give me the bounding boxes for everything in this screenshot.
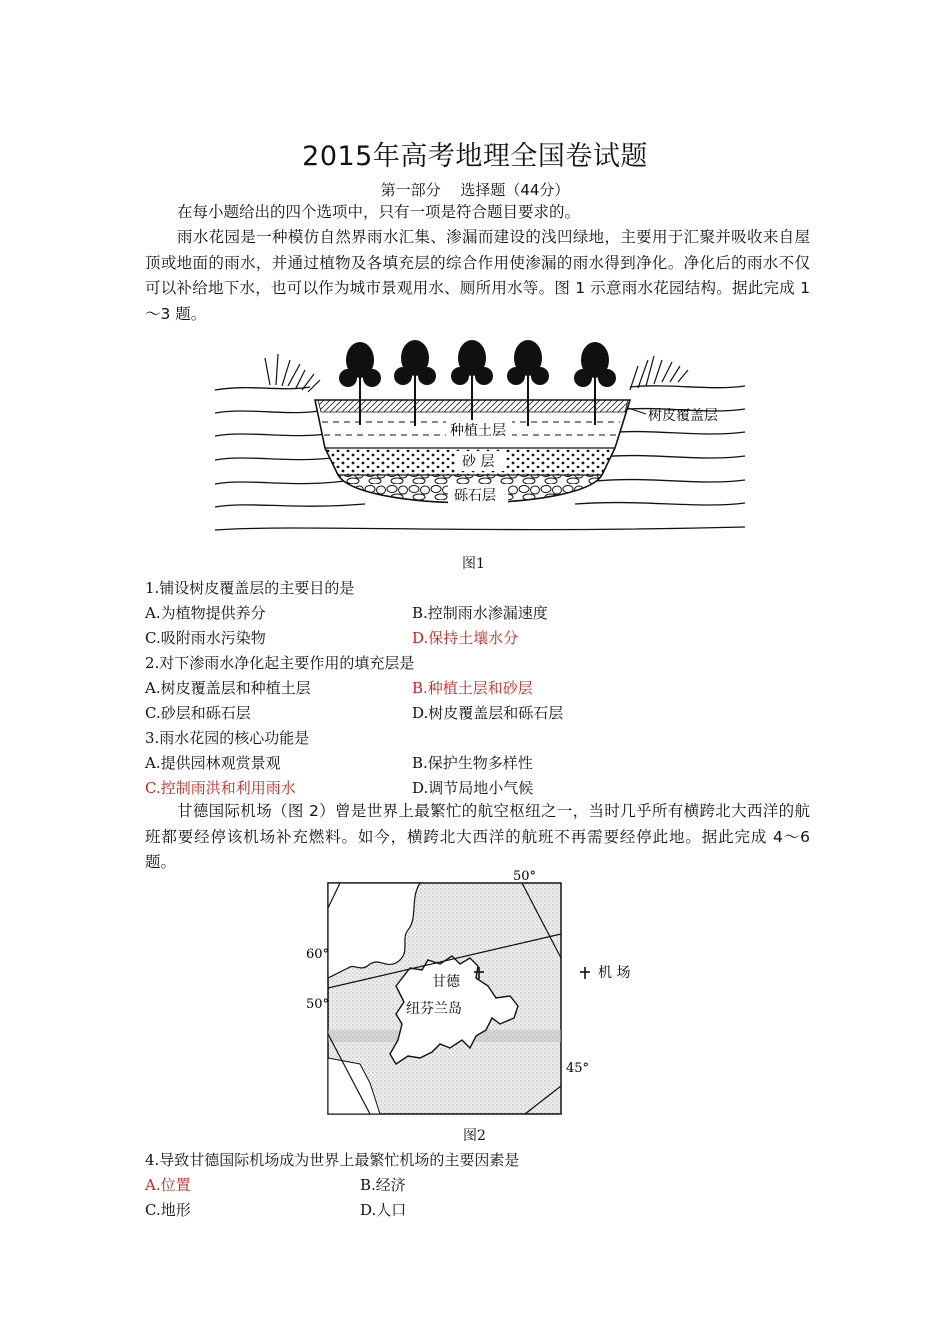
q2-option-d: D.树皮覆盖层和砾石层: [412, 704, 564, 722]
label-newfoundland: 纽芬兰岛: [406, 1001, 462, 1017]
label-lat-45: 45°: [566, 1061, 590, 1076]
label-gander: 甘德: [432, 974, 460, 990]
q1-option-b: B.控制雨水渗漏速度: [412, 604, 548, 622]
label-gravel-layer: 砾石层: [454, 488, 496, 504]
q3-option-d: D.调节局地小气候: [412, 779, 534, 797]
q4-option-a-answer: A.位置: [145, 1176, 191, 1194]
label-sand-layer: 砂 层: [462, 454, 495, 470]
label-soil-layer: 种植土层: [450, 423, 506, 439]
q4-option-d: D.人口: [360, 1201, 407, 1219]
figure-1-caption: 图1: [462, 556, 485, 572]
q3-option-b: B.保护生物多样性: [412, 754, 533, 772]
q4-option-b: B.经济: [360, 1176, 406, 1194]
q2-option-c: C.砂层和砾石层: [145, 704, 251, 722]
q1-option-d-answer: D.保持土壤水分: [412, 629, 519, 647]
label-bark-layer: 树皮覆盖层: [648, 408, 718, 424]
label-lat-60: 60°: [306, 947, 330, 962]
q2-option-b-answer: B.种植土层和砂层: [412, 679, 533, 697]
q1-option-c: C.吸附雨水污染物: [145, 629, 266, 647]
legend-airport-icon: [580, 967, 590, 979]
legend-airport-label: 机 场: [598, 965, 631, 981]
q3-option-a: A.提供园林观赏景观: [145, 754, 281, 772]
q3-option-c-answer: C.控制雨洪和利用雨水: [145, 779, 296, 797]
passage-gander-airport: 甘德国际机场（图 2）曾是世界上最繁忙的航空枢纽之一，当时几乎所有横跨北大西洋的航班都要经停该机场补充燃料。如今，横跨北大西洋的航班不再需要经停此地。据此完成 4～6 题。: [145, 802, 810, 871]
q1-option-a: A.为植物提供养分: [145, 604, 266, 622]
q2-option-a: A.树皮覆盖层和种植土层: [145, 679, 311, 697]
label-lon-50: 50°: [513, 869, 537, 884]
q4-option-c: C.地形: [145, 1201, 191, 1219]
passage-rain-garden: 雨水花园是一种模仿自然界雨水汇集、渗漏而建设的浅凹绿地，主要用于汇聚并吸收来自屋顶或地面的雨水，并通过植物及各填充层的综合作用使渗漏的雨水得到净化。净化后的雨水不仅可以补给地下水，也可以作为城市景观用水、厕所用水等。图 1 示意雨水花园结构。据此完成 1～3 题。: [145, 228, 810, 323]
section-heading: 第一部分 选择题（44分）: [380, 181, 570, 199]
question-2-stem: 2.对下渗雨水净化起主要作用的填充层是: [145, 654, 415, 672]
instruction-text: 在每小题给出的四个选项中，只有一项是符合题目要求的。: [177, 203, 581, 221]
question-4-stem: 4.导致甘德国际机场成为世界上最繁忙机场的主要因素是: [145, 1151, 520, 1169]
figure-2-newfoundland-map: [300, 868, 660, 1118]
label-lat-50: 50°: [306, 997, 330, 1012]
question-1-stem: 1.铺设树皮覆盖层的主要目的是: [145, 579, 355, 597]
figure-2-caption: 图2: [463, 1128, 486, 1144]
question-3-stem: 3.雨水花园的核心功能是: [145, 729, 310, 747]
figure-1-rain-garden-diagram: [210, 340, 750, 545]
page-title: 2015年高考地理全国卷试题: [302, 141, 648, 172]
